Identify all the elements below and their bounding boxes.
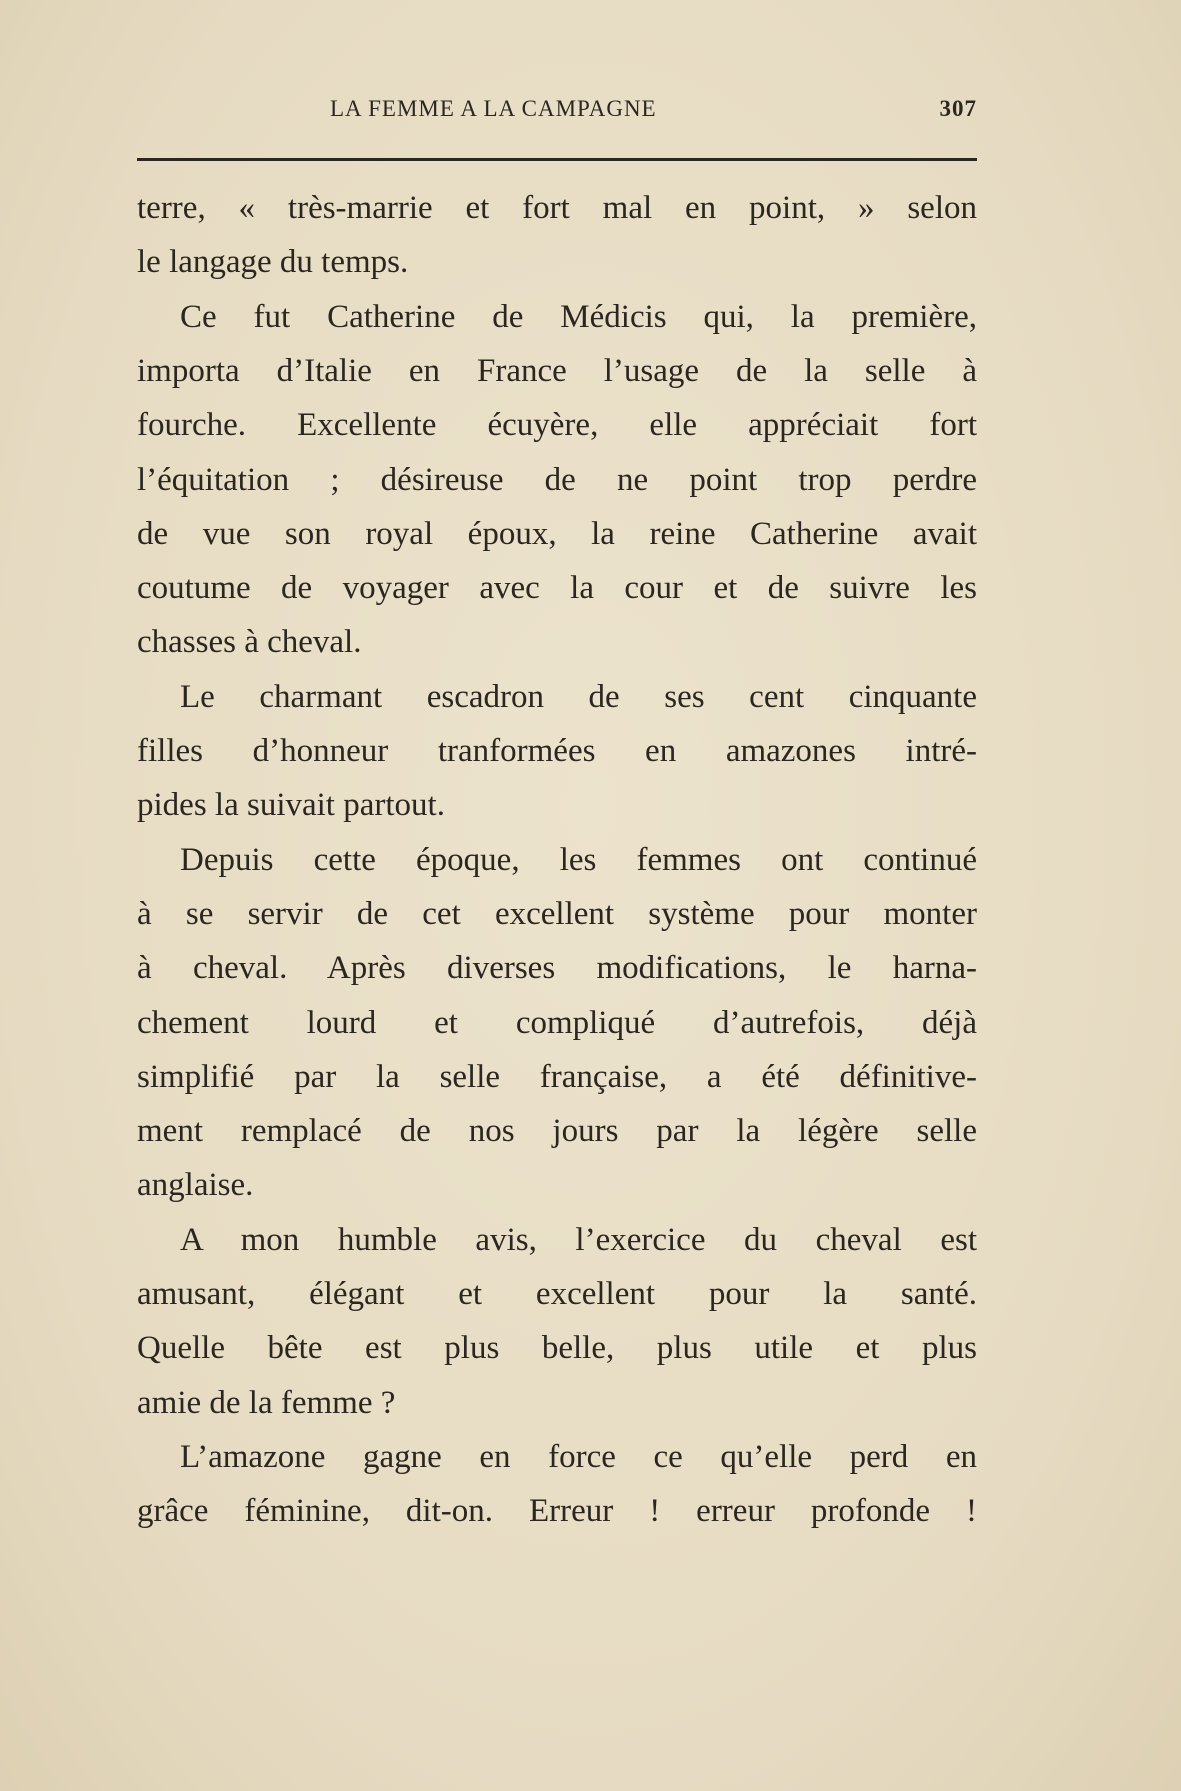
text-line: simplifié par la selle française, a été définitive- — [137, 1058, 977, 1095]
text-line: ment remplacé de nos jours par la légère selle — [137, 1113, 977, 1150]
page-number: 307 — [939, 96, 977, 121]
text-line: amusant, élégant et excellent pour la santé. — [137, 1276, 977, 1312]
text-line: Le charmant escadron de ses cent cinquante — [180, 678, 977, 715]
text-line: filles d’honneur tranformées en amazones intré- — [137, 733, 977, 769]
text-line: anglaise. — [137, 1167, 254, 1204]
text-line: coutume de voyager avec la cour et de suivre les — [137, 570, 977, 607]
text-line: Ce fut Catherine de Médicis qui, la première, — [180, 298, 977, 335]
text-line: pides la suivait partout. — [137, 787, 445, 824]
text-line: chasses à cheval. — [137, 624, 362, 661]
running-title: LA FEMME A LA CAMPAGNE — [330, 96, 657, 121]
text-line: le langage du temps. — [137, 244, 409, 281]
text-line: l’équitation ; désireuse de ne point trop perdre — [137, 461, 977, 498]
text-line: L’amazone gagne en force ce qu’elle perd en — [180, 1438, 977, 1475]
text-line: Depuis cette époque, les femmes ont continué — [180, 841, 977, 878]
text-line: fourche. Excellente écuyère, elle appréciait fort — [137, 407, 977, 444]
text-line: amie de la femme ? — [137, 1384, 396, 1421]
running-header — [137, 96, 977, 132]
text-line: importa d’Italie en France l’usage de la selle à — [137, 352, 977, 389]
text-line: grâce féminine, dit-on. Erreur ! erreur profonde ! — [137, 1493, 977, 1530]
text-line: à cheval. Après diverses modifications, le harna- — [137, 950, 977, 987]
text-line: Quelle bête est plus belle, plus utile et plus — [137, 1330, 977, 1367]
text-line: terre, « très-marrie et fort mal en point, » selon — [137, 190, 977, 226]
text-line: à se servir de cet excellent système pour monter — [137, 895, 977, 932]
text-line: A mon humble avis, l’exercice du cheval est — [180, 1221, 977, 1258]
text-line: chement lourd et compliqué d’autrefois, déjà — [137, 1004, 977, 1041]
header-rule — [137, 158, 977, 161]
text-line: de vue son royal époux, la reine Catherine avait — [137, 515, 977, 552]
